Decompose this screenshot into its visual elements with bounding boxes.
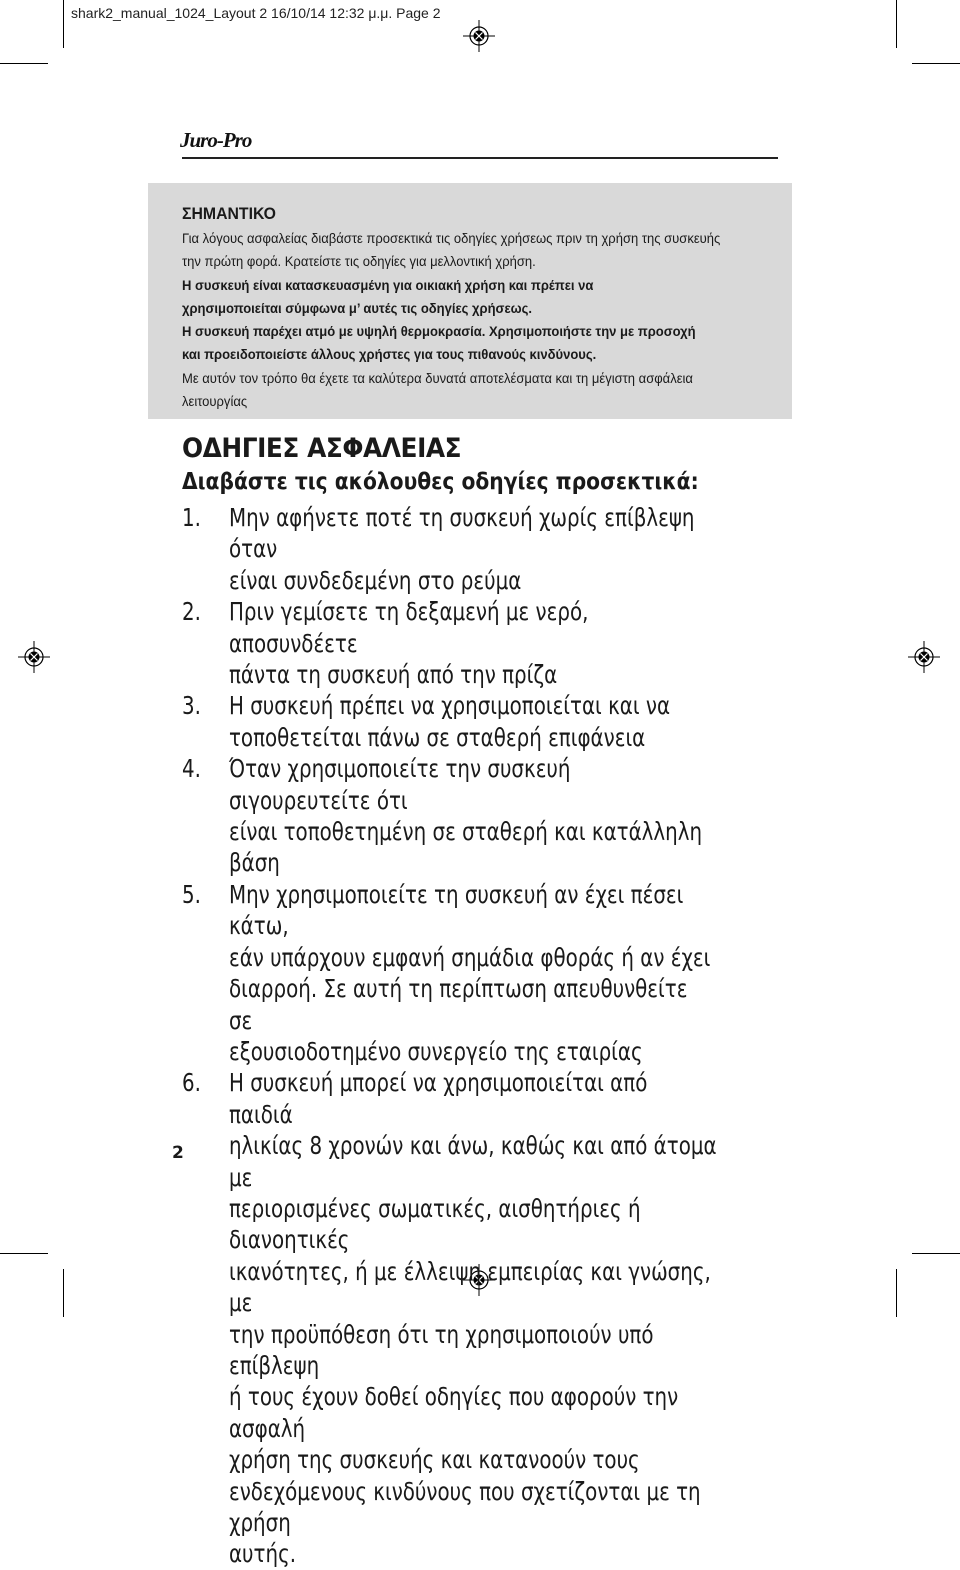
item-number: 5. xyxy=(182,879,201,909)
item-number: 2. xyxy=(182,597,201,627)
important-line-bold: χρησιμοποιείται σύμφωνα μ’ αυτές τις οδηγίες χρήσεως. xyxy=(182,299,533,316)
important-notice-box xyxy=(148,183,792,419)
important-line-bold: Η συσκευή παρέχει ατμό με υψηλή θερμοκρασία. Χρησιμοποιήστε την με προσοχή xyxy=(182,323,696,340)
crop-mark-bottom-left-h xyxy=(0,1253,48,1254)
list-item xyxy=(182,502,717,596)
item-text: Η συσκευή μπορεί να χρησιμοποιείται από παιδιά ηλικίας 8 χρονών και άνω, καθώς και από άτομα με περιορισμένες σωματικές, αισθητήριες ή διανοητικές ικανότητες, ή με έλλειψη εμπειρίας και γνώσης, με την προϋπόθεση ότι τη χρησιμοποιούν υπό επίβλεψη ή τους έχουν δοθεί οδηγίες που αφορούν την ασφαλή χρήση της συσκευής και κατανοούν τους ενδεχόμενους κινδύνους που σχετίζονται με τη χρήση αυτής. xyxy=(228,1068,717,1569)
item-text: Η συσκευή πρέπει να χρησιμοποιείται και να τοποθετείται πάνω σε σταθερή επιφάνεια xyxy=(228,691,671,752)
important-line: λειτουργίας xyxy=(182,393,248,410)
item-text: Μην αφήνετε ποτέ τη συσκευή χωρίς επίβλεψη όταν είναι συνδεδεμένη στο ρεύμα xyxy=(228,503,695,595)
list-item xyxy=(182,753,717,879)
list-item xyxy=(182,690,717,753)
important-line: την πρώτη φορά. Κρατείστε τις οδηγίες για μελλοντική χρήση. xyxy=(182,253,536,270)
brand-logo: Juro-Pro xyxy=(180,128,252,152)
safety-subtitle: Διαβάστε τις ακόλουθες οδηγίες προσεκτικά: xyxy=(182,469,699,495)
list-item xyxy=(182,1067,717,1570)
item-number: 6. xyxy=(182,1068,201,1098)
header-rule xyxy=(182,157,778,159)
crop-mark-bottom-right xyxy=(896,1269,897,1317)
print-slug: shark2_manual_1024_Layout 2 16/10/14 12:32 μ.μ. Page 2 xyxy=(71,5,441,21)
item-text: Μην χρησιμοποιείτε τη συσκευή αν έχει πέσει κάτω, εάν υπάρχουν εμφανή σημάδια φθοράς ή αν έχει διαρροή. Σε αυτή τη περίπτωση απευθυνθείτε σε εξουσιοδοτημένο συνεργείο της εταιρίας xyxy=(228,879,711,1066)
list-item xyxy=(182,879,717,1067)
registration-mark-icon xyxy=(908,641,940,673)
item-number: 4. xyxy=(182,754,201,784)
crop-mark-bottom-right-h xyxy=(912,1253,960,1254)
important-line: Με αυτόν τον τρόπο θα έχετε τα καλύτερα δυνατά αποτελέσματα και τη μέγιστη ασφάλεια xyxy=(182,369,693,386)
page-number: 2 xyxy=(172,1143,184,1163)
crop-mark-top-left xyxy=(63,0,64,48)
important-line-bold: και προειδοποιείστε άλλους χρήστες για τους πιθανούς κινδύνους. xyxy=(182,346,597,363)
item-text: Όταν χρησιμοποιείτε την συσκευή σιγουρευτείτε ότι είναι τοποθετημένη σε σταθερή και κατάλληλη βάση xyxy=(228,754,703,878)
safety-title: ΟΔΗΓΙΕΣ ΑΣΦΑΛΕΙΑΣ xyxy=(182,433,462,464)
item-number: 1. xyxy=(182,503,201,532)
crop-mark-bottom-left xyxy=(63,1269,64,1317)
list-item xyxy=(182,596,717,690)
item-text: Πριν γεμίσετε τη δεξαμενή με νερό, αποσυνδέετε πάντα τη συσκευή από την πρίζα xyxy=(228,597,589,690)
important-line: Για λόγους ασφαλείας διαβάστε προσεκτικά τις οδηγίες χρήσεως πριν τη χρήση της συσκευής xyxy=(182,230,721,246)
crop-mark-top-left-h xyxy=(0,63,48,64)
important-line-bold: Η συσκευή είναι κατασκευασμένη για οικιακή χρήση και πρέπει να xyxy=(182,276,594,293)
safety-instructions-list xyxy=(182,502,717,1570)
crop-mark-top-right xyxy=(896,0,897,48)
item-number: 3. xyxy=(182,691,201,721)
crop-mark-top-right-h xyxy=(912,63,960,64)
important-title: ΣΗΜΑΝΤΙΚΟ xyxy=(182,204,276,223)
registration-mark-icon xyxy=(18,641,50,673)
registration-mark-icon xyxy=(463,20,495,52)
